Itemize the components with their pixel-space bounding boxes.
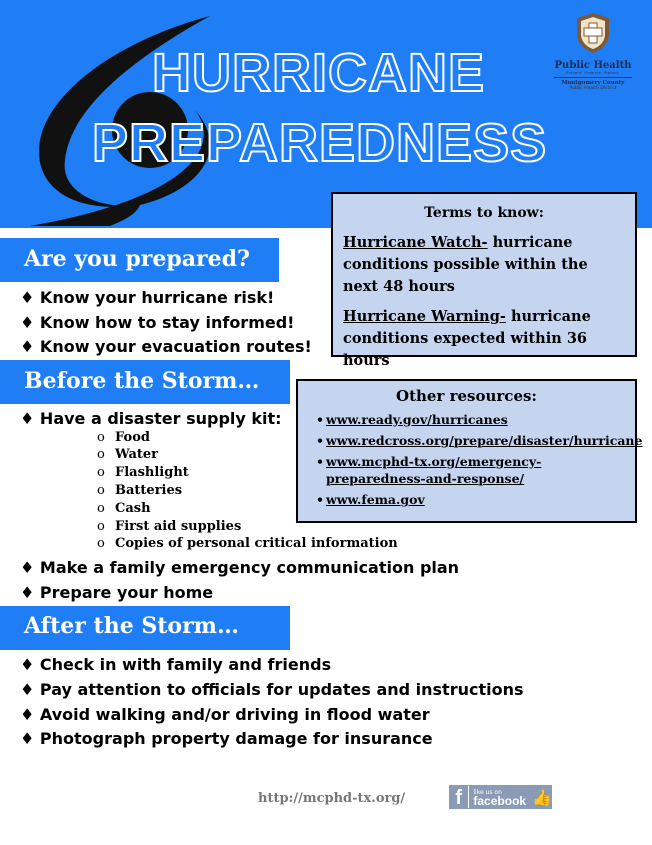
title-line-2: PREPAREDNESS [92, 113, 548, 173]
section-heading-prepared: Are you prepared? [0, 238, 279, 282]
public-health-logo [548, 12, 638, 91]
terms-heading: Terms to know: [424, 205, 544, 221]
logo-name: Public Health [554, 60, 632, 71]
shield-cross-icon [573, 12, 613, 54]
list-item: ♦ Know how to stay informed! [20, 313, 295, 332]
warning-term: Hurricane Warning- [343, 308, 506, 325]
kit-item: o Water [97, 447, 159, 462]
facebook-icon: f [449, 786, 469, 808]
footer-url-link[interactable]: http://mcphd-tx.org/ [258, 791, 406, 806]
warning-definition: hurricane conditions expected within 36 hours [343, 308, 591, 369]
list-item: ♦ Make a family emergency communication plan [20, 558, 460, 577]
resource-link[interactable]: www.fema.gov [326, 492, 425, 507]
resource-item [316, 453, 627, 487]
kit-item: o First aid supplies [97, 519, 242, 534]
kit-item: o Flashlight [97, 465, 189, 480]
list-item: ♦ Pay attention to officials for updates and instructions [20, 680, 524, 699]
resources-heading: Other resources: [396, 387, 537, 405]
resource-link[interactable]: www.ready.gov/hurricanes [326, 412, 508, 427]
terms-box [331, 192, 637, 369]
list-item: ♦ Have a disaster supply kit: [20, 409, 282, 428]
resource-item [316, 432, 643, 449]
facebook-small-label: like us on [473, 789, 502, 796]
logo-district: Public Health District [569, 86, 617, 91]
kit-item: o Food [97, 430, 150, 445]
logo-county: Montgomery County [561, 80, 625, 86]
list-item: ♦ Prepare your home [20, 583, 214, 602]
resource-link[interactable]: www.mcphd-tx.org/emergency-preparedness-and-response/ [326, 454, 542, 486]
kit-item: o Cash [97, 501, 151, 516]
thumbs-up-icon: 👍 [532, 787, 552, 807]
resource-item [316, 491, 627, 508]
watch-definition: hurricane conditions possible within the next 48 hours [343, 234, 588, 295]
logo-tagline: Prevent. Promote. Protect. [566, 71, 620, 75]
term-watch [343, 232, 625, 298]
watch-term: Hurricane Watch- [343, 234, 488, 251]
list-item: ♦ Know your evacuation routes! [20, 337, 312, 356]
facebook-button[interactable] [449, 785, 552, 809]
kit-item: o Batteries [97, 483, 183, 498]
section-heading-before: Before the Storm… [0, 360, 290, 404]
list-item: ♦ Avoid walking and/or driving in flood water [20, 705, 430, 724]
title-line-1: HURRICANE [152, 43, 485, 103]
list-item: ♦ Know your hurricane risk! [20, 288, 275, 307]
kit-item: o Copies of personal critical information [97, 536, 398, 551]
section-heading-after: After the Storm… [0, 606, 290, 650]
list-item: ♦ Check in with family and friends [20, 655, 332, 674]
list-item: ♦ Photograph property damage for insurance [20, 729, 433, 748]
resources-list [306, 411, 643, 508]
resources-box [296, 379, 643, 523]
resource-link[interactable]: www.redcross.org/prepare/disaster/hurricane [326, 433, 643, 448]
term-warning [343, 306, 625, 372]
resource-item [316, 411, 627, 428]
facebook-label: facebook [473, 794, 527, 808]
